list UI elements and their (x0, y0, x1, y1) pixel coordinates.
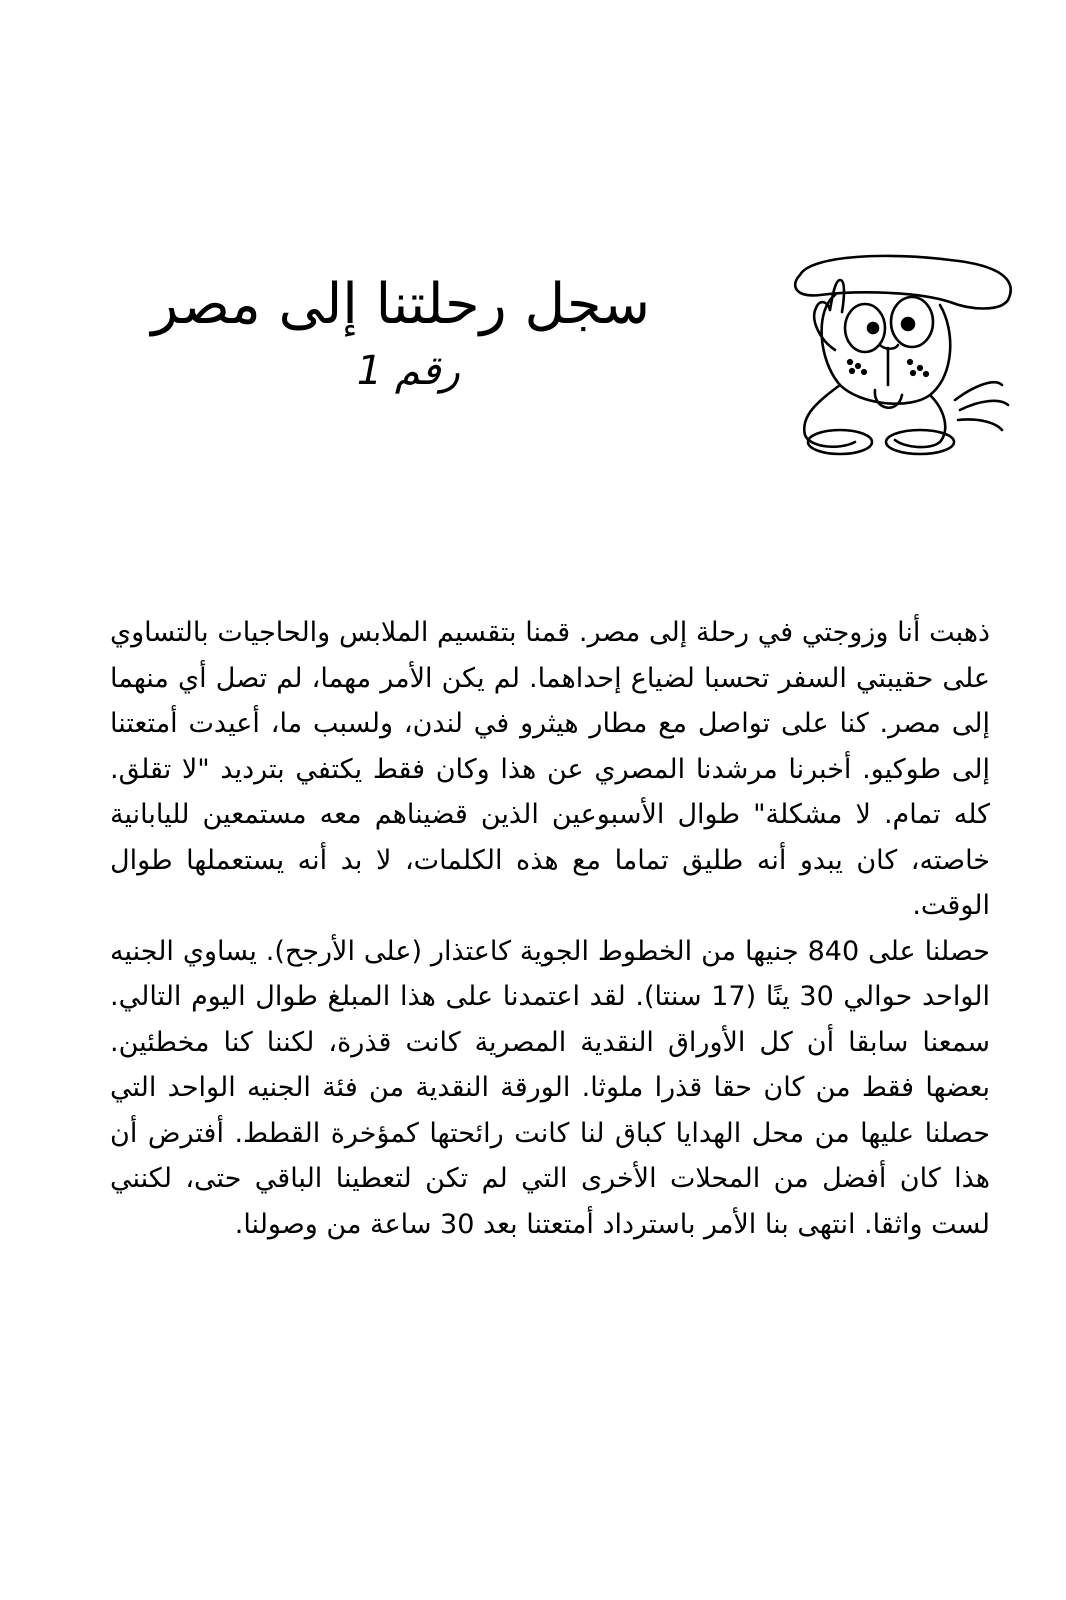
cartoon-dog-pointing-icon (780, 250, 1020, 460)
page-title: سجل رحلتنا إلى مصر (151, 272, 650, 337)
paragraph-1: ذهبت أنا وزوجتي في رحلة إلى مصر. قمنا بتقسيم الملابس والحاجيات بالتساوي على حقيبتي السفر تحسبا لضياع إحداهما. لم يكن الأمر مهما، لم تصل أي منهما إلى مصر. كنا على تواصل مع مطار هيثرو في لندن، ولسبب ما، أعيدت أمتعتنا إلى طوكيو. أخبرنا مرشدنا المصري عن هذا وكان فقط يكتفي بترديد "لا تقلق. كله تمام. لا مشكلة" طوال الأسبوعين الذين قضيناهم معه مستمعين لليابانية خاصته، كان يبدو أنه طليق تماما مع هذه الكلمات، لا بد أنه يستعملها طوال الوقت. (110, 617, 990, 921)
article-body (110, 610, 990, 1247)
page-subtitle: رقم 1 (356, 348, 460, 394)
header (40, 250, 1030, 470)
paragraph-2: حصلنا على 840 جنيها من الخطوط الجوية كاعتذار (على الأرجح). يساوي الجنيه الواحد حوالي 30 ينًا (17 سنتا). لقد اعتمدنا على هذا المبلغ طوال اليوم التالي. سمعنا سابقا أن كل الأوراق النقدية المصرية كانت قذرة، لكننا كنا مخطئين. بعضها فقط من كان حقا قذرا ملوثا. الورقة النقدية من فئة الجنيه الواحد التي حصلنا عليها من محل الهدايا كباق لنا كانت رائحتها كمؤخرة القطط. أفترض أن هذا كان أفضل من المحلات الأخرى التي لم تكن لتعطينا الباقي حتى، لكنني لست واثقا. انتهى بنا الأمر باسترداد أمتعتنا بعد 30 ساعة من وصولنا. (110, 935, 990, 1240)
